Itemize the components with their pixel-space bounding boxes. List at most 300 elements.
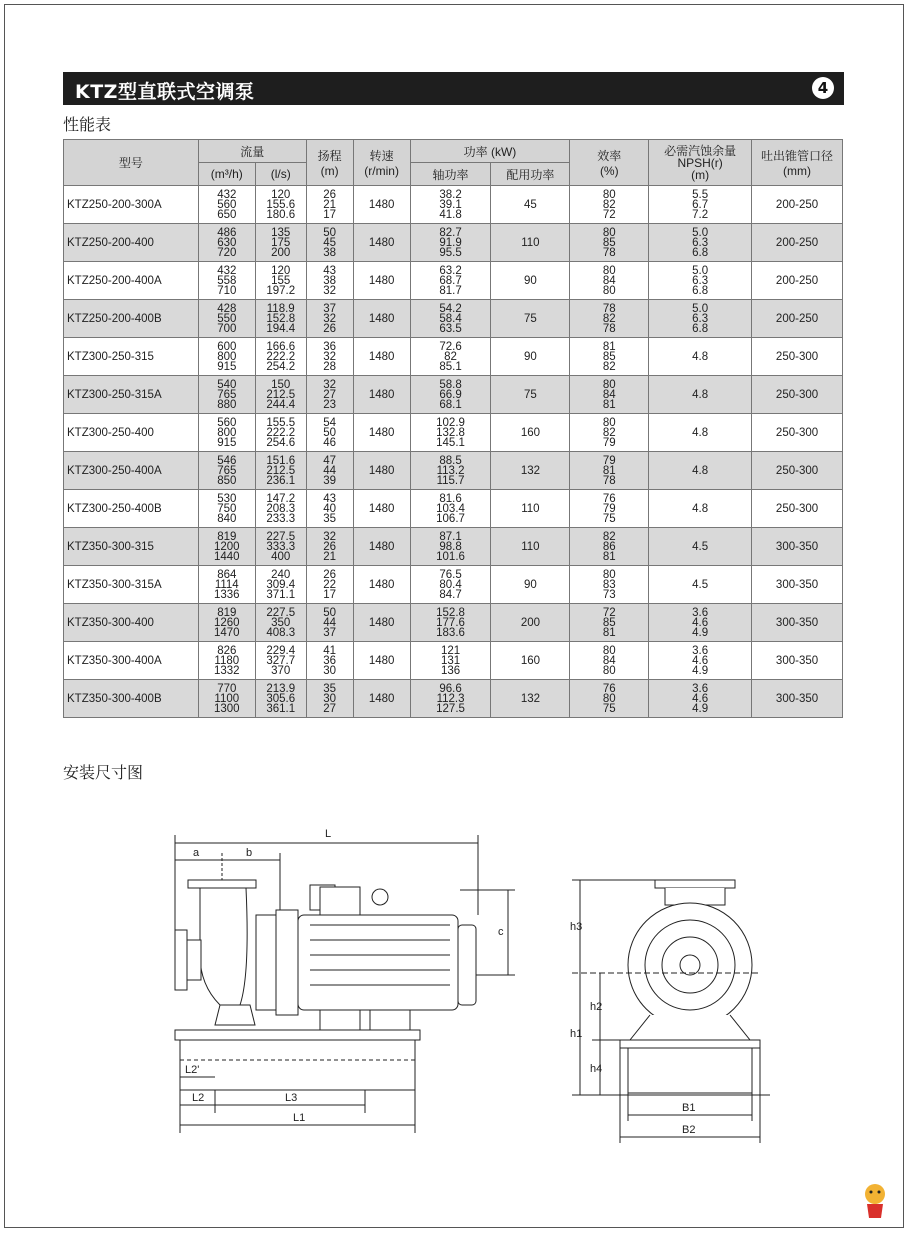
cell-shaft-power — [410, 680, 491, 718]
cell-head — [306, 452, 353, 490]
cell-model: KTZ350-300-315 — [64, 528, 199, 566]
cell-value: 915 — [217, 436, 237, 449]
cell-outlet: 200-250 — [752, 300, 843, 338]
cell-value: 44 — [323, 616, 337, 629]
cell-model: KTZ300-250-400A — [64, 452, 199, 490]
cell-value: 45 — [323, 236, 337, 249]
cell-value: 222.2 — [266, 426, 296, 439]
cell-shaft-power — [410, 376, 491, 414]
pump-foot — [215, 1005, 255, 1025]
cell-value: 85 — [602, 616, 616, 629]
cell-rated-power: 90 — [491, 566, 570, 604]
cell-value: 4.8 — [692, 464, 709, 477]
cell-value: 4.9 — [692, 702, 709, 715]
cell-value: 72 — [602, 208, 616, 221]
cell-outlet: 250-300 — [752, 414, 843, 452]
cell-efficiency — [570, 604, 649, 642]
cell-value: 78 — [602, 474, 616, 487]
cell-efficiency — [570, 338, 649, 376]
header-head-label: 扬程 — [317, 149, 342, 163]
cell-value: 88.5 — [439, 454, 462, 467]
cell-value: 4.6 — [692, 654, 709, 667]
cell-outlet: 200-250 — [752, 224, 843, 262]
cell-value: 21 — [323, 550, 337, 563]
cell-value: 37 — [323, 626, 337, 639]
cell-value: 40 — [323, 502, 337, 515]
cell-shaft-power — [410, 604, 491, 642]
cell-value: 826 — [217, 644, 237, 657]
cell-value: 81.7 — [439, 284, 462, 297]
cell-flow-m3h — [198, 338, 255, 376]
table-row — [64, 300, 843, 338]
cell-model: KTZ250-200-400 — [64, 224, 199, 262]
front-hub — [680, 955, 700, 975]
cell-value: 85 — [602, 236, 616, 249]
cell-rated-power: 132 — [491, 680, 570, 718]
front-view — [570, 880, 770, 1143]
cell-speed: 1480 — [353, 452, 410, 490]
cell-value: 229.4 — [266, 644, 296, 657]
page-title: KTZ型直联式空调泵 — [75, 81, 255, 103]
cell-rated-power: 110 — [491, 490, 570, 528]
cell-value: 82.7 — [439, 226, 462, 239]
cell-value: 35 — [323, 512, 337, 525]
cell-value: 6.8 — [692, 284, 709, 297]
cell-value: 32 — [323, 312, 337, 325]
header-efficiency-label: 效率 — [597, 149, 622, 163]
cell-value: 155 — [271, 274, 291, 287]
cell-shaft-power — [410, 414, 491, 452]
cell-value: 136 — [440, 664, 461, 677]
inlet-pipe — [187, 940, 201, 980]
page-number-badge: 4 — [812, 77, 834, 99]
cell-value: 36 — [323, 340, 337, 353]
cell-rated-power: 200 — [491, 604, 570, 642]
cell-value: 333.3 — [266, 540, 296, 553]
cell-npsh — [649, 452, 752, 490]
cell-flow-ls — [255, 452, 306, 490]
cell-flow-ls — [255, 186, 306, 224]
cell-value: 4.8 — [692, 502, 709, 515]
cell-value: 98.8 — [439, 540, 462, 553]
motor-fan-cover — [458, 925, 476, 1005]
cell-value: 915 — [217, 360, 237, 373]
cell-value: 106.7 — [436, 512, 465, 525]
cell-value: 4.6 — [692, 692, 709, 705]
cell-value: 175 — [271, 236, 291, 249]
header-speed — [353, 140, 410, 186]
cell-flow-m3h — [198, 414, 255, 452]
cell-value: 47 — [323, 454, 337, 467]
label-c: c — [498, 926, 504, 938]
cell-value: 81 — [602, 550, 616, 563]
cell-value: 32 — [323, 284, 337, 297]
cell-model: KTZ350-300-400B — [64, 680, 199, 718]
cell-speed: 1480 — [353, 300, 410, 338]
cell-value: 78 — [602, 246, 616, 259]
cell-value: 83 — [602, 578, 616, 591]
cell-value: 254.6 — [266, 436, 296, 449]
cell-shaft-power — [410, 300, 491, 338]
cell-speed: 1480 — [353, 528, 410, 566]
cell-value: 68.7 — [439, 274, 462, 287]
cell-value: 1470 — [213, 626, 240, 639]
cell-value: 4.5 — [692, 578, 709, 591]
cell-value: 1100 — [214, 692, 240, 705]
cell-value: 540 — [217, 378, 237, 391]
motor-foot-1 — [320, 1010, 360, 1030]
cell-flow-ls — [255, 490, 306, 528]
cell-value: 700 — [217, 322, 237, 335]
watermark-mascot-icon — [858, 1180, 892, 1220]
cell-value: 54.2 — [439, 302, 462, 315]
cell-flow-ls — [255, 338, 306, 376]
table-row — [64, 604, 843, 642]
cell-value: 120 — [271, 188, 291, 201]
header-flow-ls: (l/s) — [255, 163, 306, 186]
cell-value: 26 — [323, 568, 337, 581]
cell-value: 81 — [602, 464, 616, 477]
cell-value: 240 — [271, 568, 291, 581]
cell-value: 81 — [602, 340, 616, 353]
cell-head — [306, 528, 353, 566]
cell-value: 1260 — [213, 616, 240, 629]
cell-npsh — [649, 680, 752, 718]
cell-rated-power: 75 — [491, 300, 570, 338]
cell-value: 6.3 — [692, 312, 709, 325]
cell-model: KTZ350-300-400A — [64, 642, 199, 680]
cell-value: 27 — [323, 388, 337, 401]
cell-value: 1336 — [213, 588, 240, 601]
cell-value: 22 — [323, 578, 337, 591]
cell-value: 85.1 — [439, 360, 462, 373]
cell-value: 400 — [271, 550, 291, 563]
cell-shaft-power — [410, 186, 491, 224]
cell-rated-power: 160 — [491, 642, 570, 680]
cell-flow-ls — [255, 680, 306, 718]
cell-value: 82 — [602, 312, 616, 325]
cell-value: 432 — [217, 188, 237, 201]
cell-speed: 1480 — [353, 566, 410, 604]
cell-npsh — [649, 224, 752, 262]
label-B2: B2 — [682, 1124, 696, 1136]
cell-value: 35 — [323, 682, 337, 695]
cell-flow-m3h — [198, 490, 255, 528]
cell-value: 50 — [323, 426, 337, 439]
cell-value: 80 — [602, 644, 616, 657]
label-h1: h1 — [570, 1028, 583, 1040]
cell-value: 63.5 — [439, 322, 462, 335]
cell-value: 23 — [323, 398, 337, 411]
cell-shaft-power — [410, 452, 491, 490]
cell-flow-ls — [255, 566, 306, 604]
cell-value: 84.7 — [439, 588, 462, 601]
cell-value: 3.6 — [692, 682, 709, 695]
cell-efficiency — [570, 642, 649, 680]
cell-value: 72 — [602, 606, 616, 619]
cell-value: 82 — [602, 530, 616, 543]
cell-outlet: 250-300 — [752, 338, 843, 376]
cell-value: 82 — [602, 360, 616, 373]
cell-speed: 1480 — [353, 376, 410, 414]
cell-value: 72.6 — [439, 340, 462, 353]
cell-value: 765 — [217, 464, 237, 477]
cell-value: 96.6 — [439, 682, 462, 695]
cell-outlet: 250-300 — [752, 376, 843, 414]
cell-value: 530 — [217, 492, 237, 505]
cell-value: 183.6 — [436, 626, 465, 639]
cell-shaft-power — [410, 224, 491, 262]
cell-value: 4.8 — [692, 350, 709, 363]
cell-rated-power: 45 — [491, 186, 570, 224]
cell-value: 432 — [217, 264, 237, 277]
cell-npsh — [649, 262, 752, 300]
cell-shaft-power — [410, 566, 491, 604]
cell-value: 76 — [602, 682, 616, 695]
cell-speed: 1480 — [353, 642, 410, 680]
cell-model: KTZ350-300-315A — [64, 566, 199, 604]
cell-npsh — [649, 604, 752, 642]
header-outlet-unit: (mm) — [783, 164, 812, 178]
cell-value: 558 — [217, 274, 237, 287]
header-npsh-label: 必需汽蚀余量 — [664, 143, 737, 158]
cell-value: 127.5 — [436, 702, 465, 715]
cell-flow-ls — [255, 300, 306, 338]
cell-value: 166.6 — [266, 340, 296, 353]
cell-flow-m3h — [198, 680, 255, 718]
cell-outlet: 300-350 — [752, 528, 843, 566]
cell-value: 80 — [602, 664, 616, 677]
cell-value: 1114 — [214, 578, 239, 591]
cell-value: 5.0 — [692, 302, 709, 315]
cell-value: 131 — [440, 654, 461, 667]
cell-value: 152.8 — [266, 312, 296, 325]
base-top — [175, 1030, 420, 1040]
cell-value: 244.4 — [266, 398, 296, 411]
cell-value: 6.8 — [692, 246, 709, 259]
cell-value: 177.6 — [436, 616, 465, 629]
header-efficiency-unit: (%) — [599, 164, 619, 178]
cell-rated-power: 132 — [491, 452, 570, 490]
cell-value: 233.3 — [266, 512, 296, 525]
cell-efficiency — [570, 224, 649, 262]
cell-value: 4.8 — [692, 388, 709, 401]
motor-foot-2 — [370, 1010, 410, 1030]
cell-outlet: 200-250 — [752, 186, 843, 224]
cell-value: 850 — [217, 474, 237, 487]
cell-value: 213.9 — [266, 682, 296, 695]
cell-value: 371.1 — [266, 588, 296, 601]
cell-outlet: 300-350 — [752, 604, 843, 642]
label-L2p: L2' — [185, 1064, 200, 1076]
performance-table-body — [64, 186, 843, 718]
cell-speed: 1480 — [353, 186, 410, 224]
cell-value: 91.9 — [439, 236, 462, 249]
header-npsh — [649, 140, 752, 186]
cell-efficiency — [570, 680, 649, 718]
cell-value: 208.3 — [266, 502, 296, 515]
cell-value: 309.4 — [266, 578, 296, 591]
table-row — [64, 490, 843, 528]
cell-value: 112.3 — [436, 692, 465, 705]
header-rated-power: 配用功率 — [491, 163, 570, 186]
cell-value: 43 — [323, 492, 337, 505]
cell-flow-m3h — [198, 604, 255, 642]
label-h4: h4 — [590, 1063, 603, 1075]
cell-flow-m3h — [198, 642, 255, 680]
base-frame — [180, 1040, 415, 1090]
cell-value: 86 — [602, 540, 616, 553]
cell-value: 145.1 — [436, 436, 465, 449]
side-view — [175, 828, 515, 1133]
cell-value: 32 — [323, 530, 337, 543]
table-row — [64, 642, 843, 680]
cell-outlet: 250-300 — [752, 452, 843, 490]
cell-value: 44 — [323, 464, 337, 477]
header-flow-m3h: (m³/h) — [198, 163, 255, 186]
cell-head — [306, 224, 353, 262]
cell-value: 30 — [323, 664, 337, 677]
cell-value: 26 — [323, 540, 337, 553]
performance-section-title: 性能表 — [63, 115, 112, 134]
cell-value: 650 — [217, 208, 237, 221]
cell-outlet: 200-250 — [752, 262, 843, 300]
cell-npsh — [649, 338, 752, 376]
cell-efficiency — [570, 566, 649, 604]
cell-value: 32 — [323, 378, 337, 391]
cell-value: 95.5 — [439, 246, 462, 259]
cell-value: 50 — [323, 606, 337, 619]
cell-value: 1332 — [213, 664, 240, 677]
cell-value: 132.8 — [436, 426, 465, 439]
cell-value: 428 — [217, 302, 237, 315]
cell-npsh — [649, 642, 752, 680]
cell-value: 550 — [217, 312, 237, 325]
cell-value: 58.8 — [439, 378, 462, 391]
cell-value: 80 — [602, 284, 616, 297]
cell-shaft-power — [410, 528, 491, 566]
header-outlet-label: 吐出锥管口径 — [761, 149, 834, 163]
cell-value: 236.1 — [266, 474, 296, 487]
cell-value: 80 — [602, 188, 616, 201]
cell-value: 600 — [217, 340, 237, 353]
cell-speed: 1480 — [353, 490, 410, 528]
table-row — [64, 376, 843, 414]
cell-model: KTZ300-250-315A — [64, 376, 199, 414]
header-speed-label: 转速 — [369, 149, 394, 163]
cell-value: 30 — [323, 692, 337, 705]
cell-outlet: 300-350 — [752, 566, 843, 604]
cell-value: 80 — [602, 264, 616, 277]
table-row — [64, 566, 843, 604]
cell-rated-power: 75 — [491, 376, 570, 414]
cell-value: 1300 — [213, 702, 240, 715]
table-row — [64, 262, 843, 300]
bracket — [256, 915, 276, 1010]
cell-value: 800 — [217, 426, 237, 439]
cell-speed: 1480 — [353, 262, 410, 300]
cell-head — [306, 680, 353, 718]
installation-section-title: 安装尺寸图 — [63, 763, 144, 782]
header-speed-unit: (r/min) — [364, 164, 399, 178]
header-head — [306, 140, 353, 186]
cell-value: 150 — [271, 378, 291, 391]
cell-value: 43 — [323, 264, 337, 277]
cell-outlet: 300-350 — [752, 642, 843, 680]
cell-flow-ls — [255, 604, 306, 642]
cell-flow-ls — [255, 414, 306, 452]
cell-value: 630 — [217, 236, 237, 249]
cell-rated-power: 110 — [491, 224, 570, 262]
cell-value: 370 — [271, 664, 291, 677]
cell-value: 75 — [602, 702, 616, 715]
header-efficiency — [570, 140, 649, 186]
cell-value: 38 — [323, 246, 337, 259]
cell-value: 1440 — [213, 550, 240, 563]
cell-outlet: 300-350 — [752, 680, 843, 718]
cell-npsh — [649, 490, 752, 528]
cell-value: 63.2 — [439, 264, 462, 277]
front-support — [630, 1015, 750, 1040]
cell-value: 1180 — [214, 654, 240, 667]
cell-value: 5.0 — [692, 226, 709, 239]
cell-value: 78 — [602, 302, 616, 315]
cell-model: KTZ300-250-400B — [64, 490, 199, 528]
header-outlet — [752, 140, 843, 186]
cell-head — [306, 186, 353, 224]
cell-value: 17 — [323, 208, 337, 221]
cell-value: 710 — [217, 284, 237, 297]
cell-head — [306, 566, 353, 604]
cell-model: KTZ300-250-315 — [64, 338, 199, 376]
cell-efficiency — [570, 490, 649, 528]
cell-value: 39 — [323, 474, 337, 487]
cell-value: 80 — [602, 416, 616, 429]
cell-speed: 1480 — [353, 414, 410, 452]
header-head-unit: (m) — [320, 164, 339, 178]
cell-flow-ls — [255, 528, 306, 566]
cell-efficiency — [570, 414, 649, 452]
performance-table — [63, 139, 843, 718]
cell-value: 46 — [323, 436, 337, 449]
cell-value: 4.9 — [692, 664, 709, 677]
cell-head — [306, 338, 353, 376]
cell-value: 80 — [602, 378, 616, 391]
label-L2: L2 — [192, 1092, 205, 1104]
cell-value: 26 — [323, 322, 337, 335]
cell-value: 28 — [323, 360, 337, 373]
cell-flow-ls — [255, 642, 306, 680]
cell-value: 102.9 — [436, 416, 465, 429]
motor-body — [298, 915, 458, 1010]
cell-value: 750 — [217, 502, 237, 515]
cell-value: 37 — [323, 302, 337, 315]
cell-value: 361.1 — [266, 702, 296, 715]
cell-value: 82 — [602, 426, 616, 439]
header-flow: 流量 — [198, 140, 306, 163]
cell-value: 87.1 — [439, 530, 462, 543]
cell-value: 38 — [323, 274, 337, 287]
cell-value: 152.8 — [436, 606, 465, 619]
front-outlet-neck — [665, 888, 725, 905]
header-power: 功率 (kW) — [410, 140, 570, 163]
cell-value: 486 — [217, 226, 237, 239]
cell-value: 819 — [217, 530, 237, 543]
cell-head — [306, 642, 353, 680]
cell-value: 81.6 — [439, 492, 462, 505]
cell-rated-power: 90 — [491, 262, 570, 300]
cell-speed: 1480 — [353, 680, 410, 718]
